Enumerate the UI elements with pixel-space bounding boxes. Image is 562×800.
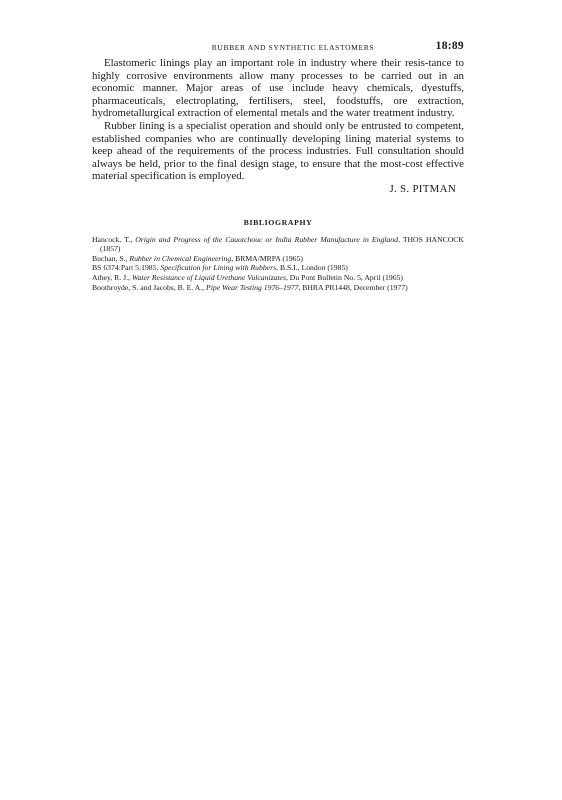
entry-publisher: THOS HANCOCK (1857) [100, 234, 464, 254]
entry-title: Pipe Wear Testing 1976–1977, [206, 282, 301, 292]
entry-publisher: BHRA PR1448, December (1977) [302, 282, 408, 292]
page-number: 18:89 [435, 40, 464, 52]
bibliography-entry [92, 235, 464, 254]
entry-author: Buchan, S., [92, 253, 128, 263]
body-text [92, 57, 464, 196]
entry-publisher: B.S.I., London (1985) [279, 263, 348, 273]
entry-title: Specification for Lining with Rubbers, [160, 263, 279, 273]
entry-author: Hancock, T., [92, 234, 133, 244]
paragraph: Elastomeric linings play an important role in industry where their resis-tance to highly corrosive environments allow many processes to be carried out in an economic manner. Major areas of use include heavy chemicals, dyestuffs, pharmaceuticals, electroplating, fertilisers, steel, foodstuffs, ore extraction, hydrometallurgical extraction of elemental metals and the water treatment industry. [92, 57, 464, 120]
bibliography-heading: BIBLIOGRAPHY [243, 217, 313, 227]
entry-title: Rubber in Chemical Engineering, [129, 253, 234, 263]
entry-author: Athey, R. J., [92, 272, 130, 282]
entry-title: Water Resistance of Liquid Urethane Vulcanizates, [131, 272, 288, 282]
author-signature: J. S. PITMAN [389, 182, 456, 195]
entry-title: Origin and Progress of the Cauotchouc or India Rubber Manufacture in England, [135, 234, 400, 244]
entry-author: Boothroyde, S. and Jacobs, B. E. A., [92, 282, 205, 292]
bibliography-entry [92, 254, 464, 264]
entry-publisher: Du Pont Bulletin No. 5, April (1965) [289, 272, 403, 282]
document-page [92, 40, 464, 292]
entry-author: BS 6374:Part 5:1985, [92, 263, 159, 273]
running-header [92, 40, 464, 56]
paragraph: Rubber lining is a specialist operation and should only be entrusted to competent, established companies who are continually developing lining material systems to keep ahead of the requirements of the process industries. Full consultation should always be held, prior to the final design stage, to ensure that the most-cost effective material specification is employed. [92, 119, 464, 183]
bibliography-entry [92, 263, 464, 273]
bibliography-list [92, 235, 464, 293]
running-title: RUBBER AND SYNTHETIC ELASTOMERS [211, 43, 375, 52]
entry-publisher: BRMA/MRPA (1965) [235, 253, 303, 263]
bibliography-entry [92, 273, 464, 283]
bibliography-entry [92, 283, 464, 293]
